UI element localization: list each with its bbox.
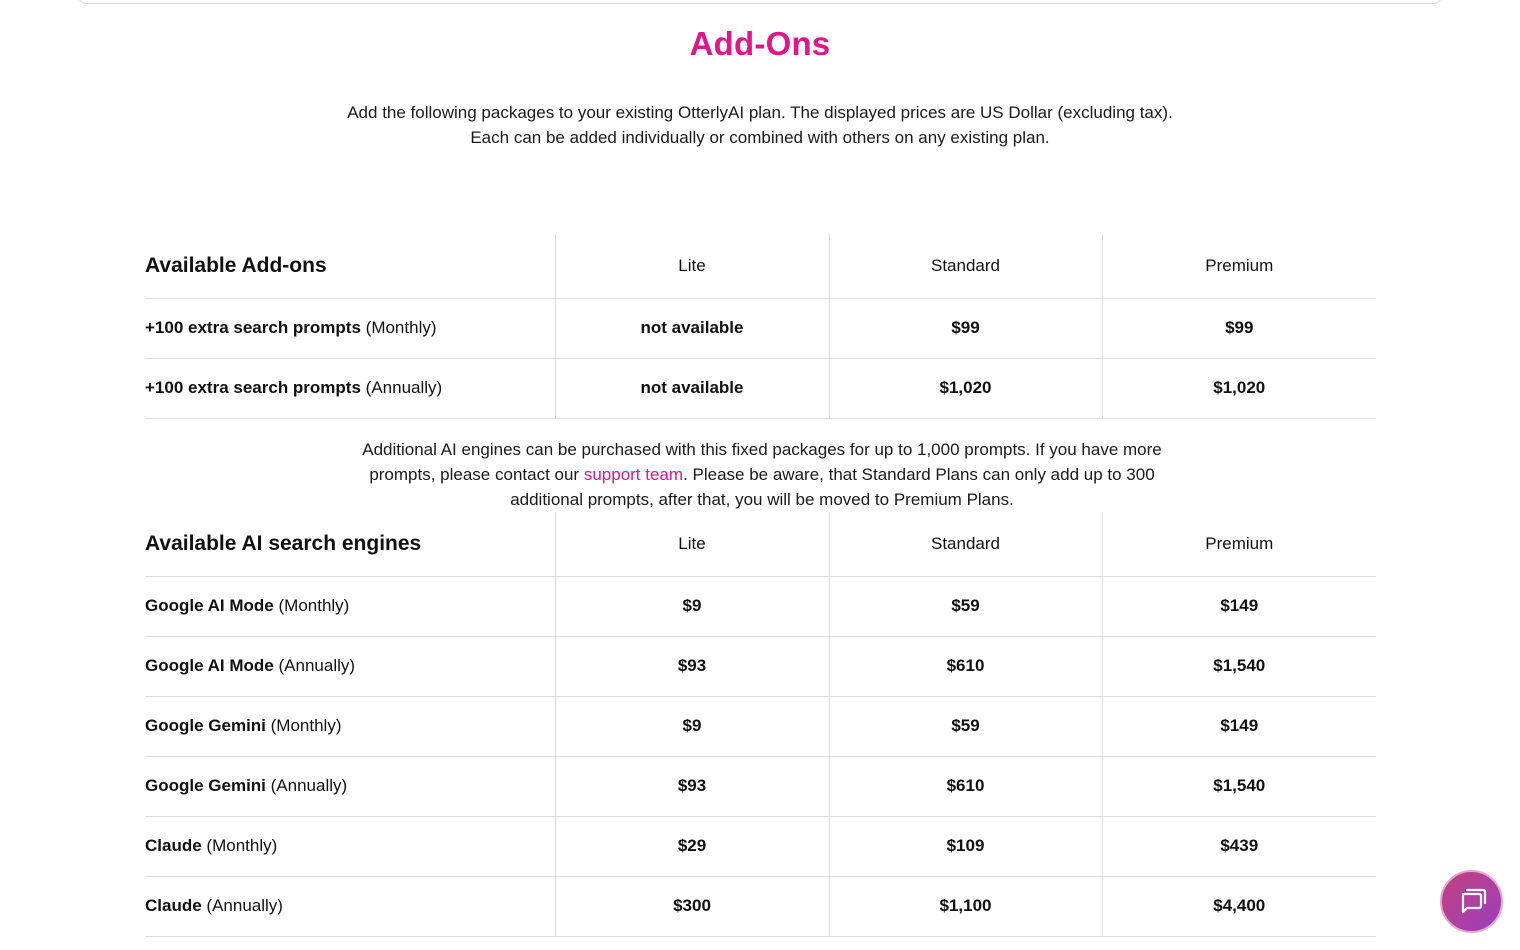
price-standard: $109 <box>829 816 1102 876</box>
price-premium: $1,540 <box>1102 756 1376 816</box>
row-label <box>145 696 555 756</box>
column-header-premium: Premium <box>1102 512 1376 576</box>
engines-table-heading: Available AI search engines <box>145 512 555 576</box>
table-row <box>145 576 1376 636</box>
table-row <box>145 636 1376 696</box>
engine-name: Claude <box>145 896 202 915</box>
note-text-before: Additional AI engines can be purchased with this fixed packages for up to 1,000 prompts. If you have more prompts, please contact our <box>362 440 1162 484</box>
engine-name: Google Gemini <box>145 716 266 735</box>
table-row <box>145 816 1376 876</box>
price-premium: $439 <box>1102 816 1376 876</box>
price-standard: $1,020 <box>829 358 1102 418</box>
price-premium: $99 <box>1102 298 1376 358</box>
engine-period: (Annually) <box>270 776 348 795</box>
price-standard: $59 <box>829 576 1102 636</box>
row-label <box>145 816 555 876</box>
row-label <box>145 876 555 936</box>
price-standard: $59 <box>829 696 1102 756</box>
table-row <box>145 876 1376 936</box>
addon-name: +100 extra search prompts <box>145 318 361 337</box>
price-premium: $149 <box>1102 576 1376 636</box>
engine-period: (Annually) <box>278 656 356 675</box>
intro-text: Add the following packages to your existing OtterlyAI plan. The displayed prices are US Dollar (excluding tax). Each can be added individually or combined with others on any existing plan. <box>347 103 1173 147</box>
column-header-lite: Lite <box>555 234 829 298</box>
column-header-standard: Standard <box>829 512 1102 576</box>
price-standard: $610 <box>829 636 1102 696</box>
table-row <box>145 756 1376 816</box>
chat-widget-button[interactable] <box>1440 870 1503 933</box>
addons-table-heading: Available Add-ons <box>145 234 555 298</box>
engines-note <box>340 437 1184 512</box>
price-standard: $1,100 <box>829 876 1102 936</box>
engine-name: Google Gemini <box>145 776 266 795</box>
row-label <box>145 358 555 418</box>
engine-name: Google AI Mode <box>145 596 274 615</box>
addon-name: +100 extra search prompts <box>145 378 361 397</box>
table-header-row <box>145 234 1376 298</box>
price-standard: $99 <box>829 298 1102 358</box>
top-card-edge <box>77 0 1443 4</box>
engine-period: (Monthly) <box>278 596 350 615</box>
price-lite: $9 <box>555 576 829 636</box>
price-lite: $29 <box>555 816 829 876</box>
table-row <box>145 298 1376 358</box>
table-header-row <box>145 512 1376 576</box>
row-label <box>145 298 555 358</box>
engine-period: (Annually) <box>206 896 283 915</box>
engine-period: (Monthly) <box>270 716 342 735</box>
engine-name: Google AI Mode <box>145 656 274 675</box>
price-lite: not available <box>555 358 829 418</box>
column-header-standard: Standard <box>829 234 1102 298</box>
price-lite: $93 <box>555 636 829 696</box>
price-premium: $1,540 <box>1102 636 1376 696</box>
addon-period: (Monthly) <box>365 318 437 337</box>
table-row <box>145 696 1376 756</box>
page-title: Add-Ons <box>689 25 831 62</box>
price-standard: $610 <box>829 756 1102 816</box>
price-premium: $1,020 <box>1102 358 1376 418</box>
price-lite: $9 <box>555 696 829 756</box>
engine-name: Claude <box>145 836 202 855</box>
row-label <box>145 576 555 636</box>
engines-table <box>145 512 1376 937</box>
table-row <box>145 358 1376 418</box>
price-premium: $149 <box>1102 696 1376 756</box>
chat-bubbles-icon <box>1455 885 1489 919</box>
row-label <box>145 636 555 696</box>
price-premium: $4,400 <box>1102 876 1376 936</box>
column-header-lite: Lite <box>555 512 829 576</box>
support-team-link[interactable]: support team <box>583 465 684 484</box>
addons-table <box>145 234 1376 419</box>
column-header-premium: Premium <box>1102 234 1376 298</box>
price-lite: $93 <box>555 756 829 816</box>
row-label <box>145 756 555 816</box>
note-text-after: . Please be aware, that Standard Plans can only add up to 300 additional prompts, after that, you will be moved to Premium Plans. <box>510 465 1155 509</box>
price-lite: $300 <box>555 876 829 936</box>
engine-period: (Monthly) <box>206 836 278 855</box>
addon-period: (Annually) <box>365 378 443 397</box>
price-lite: not available <box>555 298 829 358</box>
